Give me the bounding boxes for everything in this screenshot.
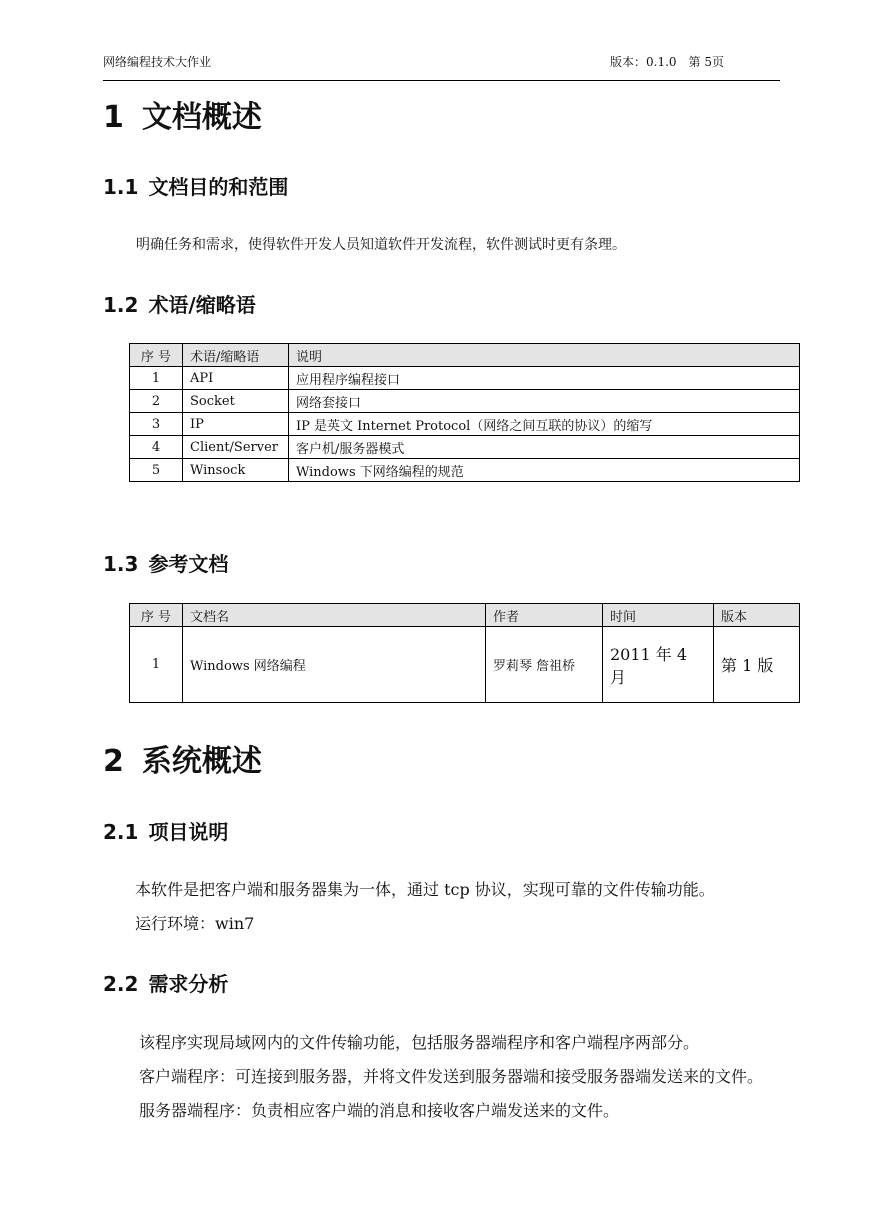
column-header: 文档名 (183, 604, 486, 627)
heading-number: 1.1 (103, 175, 139, 199)
table-cell: Windows 下网络编程的规范 (289, 459, 800, 482)
table-cell: API (183, 367, 289, 390)
references-table (129, 603, 800, 703)
table-cell: Client/Server (183, 436, 289, 459)
heading-number: 2.2 (103, 972, 139, 996)
heading-section-2 (103, 736, 262, 780)
table-cell: 3 (130, 413, 183, 436)
column-header: 作者 (486, 604, 603, 627)
table-cell: IP 是英文 Internet Protocol（网络之间互联的协议）的缩写 (289, 413, 800, 436)
heading-section-1 (103, 92, 262, 136)
paragraph-runtime-env: 运行环境：win7 (135, 914, 255, 933)
table-cell: 2 (130, 390, 183, 413)
heading-number: 1.3 (103, 552, 139, 576)
heading-text: 文档概述 (141, 100, 262, 135)
paragraph-server-program: 服务器端程序：负责相应客户端的消息和接收客户端发送来的文件。 (139, 1101, 620, 1120)
heading-number: 2.1 (103, 820, 139, 844)
heading-text: 系统概述 (141, 744, 262, 779)
column-header: 序 号 (130, 344, 183, 367)
heading-number: 1.2 (103, 293, 139, 317)
heading-text: 项目说明 (148, 820, 229, 844)
paragraph-purpose: 明确任务和需求，使得软件开发人员知道软件开发流程，软件测试时更有条理。 (136, 237, 626, 253)
paragraph-requirements-intro: 该程序实现局域网内的文件传输功能，包括服务器端程序和客户端程序两部分。 (139, 1033, 700, 1052)
heading-section-2-1 (103, 816, 228, 845)
heading-number: 1 (103, 100, 124, 135)
heading-text: 需求分析 (148, 972, 229, 996)
table-cell: 应用程序编程接口 (289, 367, 800, 390)
table-cell: 罗莉琴 詹祖桥 (486, 627, 603, 703)
table-cell: Socket (183, 390, 289, 413)
heading-text: 参考文档 (148, 552, 229, 576)
heading-text: 文档目的和范围 (148, 175, 289, 199)
table-header-row (130, 344, 800, 367)
table-row (130, 627, 800, 703)
table-row (130, 413, 800, 436)
table-row (130, 367, 800, 390)
heading-number: 2 (103, 744, 124, 779)
header-rule (103, 80, 780, 81)
table-cell: 4 (130, 436, 183, 459)
paragraph-client-program: 客户端程序：可连接到服务器，并将文件发送到服务器端和接受服务器端发送来的文件。 (139, 1067, 764, 1086)
heading-section-2-2 (103, 968, 228, 997)
heading-section-1-2 (103, 289, 256, 318)
column-header: 说明 (289, 344, 800, 367)
column-header: 术语/缩略语 (183, 344, 289, 367)
table-cell: IP (183, 413, 289, 436)
table-cell: 1 (130, 367, 183, 390)
table-cell: 网络套接口 (289, 390, 800, 413)
table-cell: Windows 网络编程 (183, 627, 486, 703)
table-cell: 5 (130, 459, 183, 482)
column-header: 时间 (603, 604, 714, 627)
heading-section-1-3 (103, 548, 228, 577)
table-row (130, 436, 800, 459)
heading-section-1-1 (103, 171, 288, 200)
column-header: 版本 (714, 604, 800, 627)
table-row (130, 459, 800, 482)
table-cell: 客户机/服务器模式 (289, 436, 800, 459)
header-title: 网络编程技术大作业 (103, 55, 212, 69)
table-cell: Winsock (183, 459, 289, 482)
column-header: 序 号 (130, 604, 183, 627)
table-header-row (130, 604, 800, 627)
header-version-page: 版本：0.1.0 第 5页 (610, 55, 724, 69)
paragraph-project-description: 本软件是把客户端和服务器集为一体，通过 tcp 协议，实现可靠的文件传输功能。 (135, 880, 715, 899)
table-row (130, 390, 800, 413)
table-cell: 2011 年 4 月 (603, 627, 714, 703)
terms-table (129, 343, 800, 482)
table-cell: 1 (130, 627, 183, 703)
table-cell: 第 1 版 (714, 627, 800, 703)
heading-text: 术语/缩略语 (148, 293, 256, 317)
